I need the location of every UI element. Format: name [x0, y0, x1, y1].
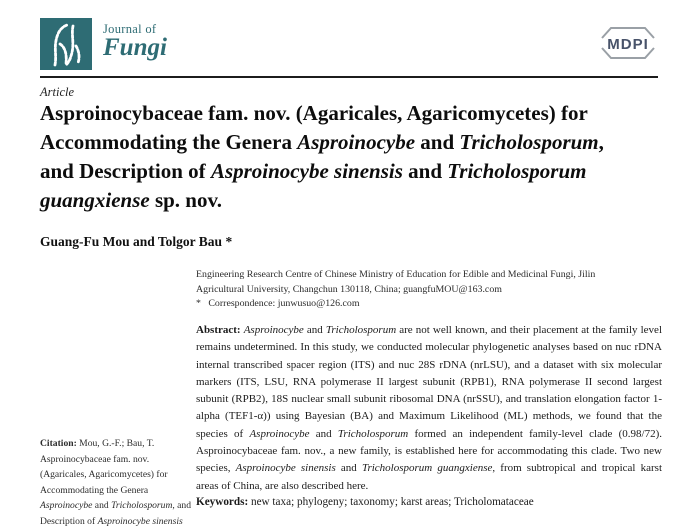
text-segment: Asproinocybe sinensis: [210, 159, 403, 183]
text-line: [196, 283, 666, 298]
text-segment: and: [402, 159, 448, 183]
header-divider: [40, 76, 658, 78]
article-type-label: Article: [40, 85, 75, 99]
text-segment: Asproinocybe: [40, 500, 93, 512]
text-line: [40, 483, 200, 499]
affiliation-block: [196, 268, 666, 312]
mdpi-label: MDPI: [607, 36, 649, 53]
text-segment: guangxiense: [40, 188, 150, 212]
text-segment: Asproinocybaceae fam. nov.: [40, 453, 150, 465]
mdpi-logo: [597, 25, 659, 66]
article-title: [40, 99, 604, 215]
text-segment: Asproinocybe: [297, 130, 416, 154]
text-segment: Tricholosporum: [325, 324, 397, 336]
text-segment: Abstract:: [196, 324, 244, 336]
text-line: [196, 268, 666, 283]
text-segment: Keywords:: [196, 496, 251, 508]
fungi-branches-icon: [40, 18, 92, 70]
keywords-line: [196, 496, 662, 508]
text-segment: are not well known, and their placement at the family level remains undetermined. In this study, we conducted molecular phylogenetic analyses based on nuc rDNA internal transcribed spacer region (ITS) and nuc 28S rDNA (nrLSU), and a dataset with six molecular markers (ITS, LSU, RNA polymerase II largest subunit (RPB1), RNA polymerase II second largest subunit (RPB2), 18S nuclear small subunit ribosomal DNA (nrSSU), and translation elongation factor 1-alpha (TEF1-α)) using Bayesian (BA) and Maximum Likelihood (ML) methods, we found that the species of: [196, 324, 662, 440]
text-segment: and: [309, 427, 338, 440]
text-segment: Asproinocybaceae fam. nov. (Agaricales, Agaricomycetes) for: [40, 101, 588, 125]
text-line: [40, 436, 200, 452]
text-segment: Tricholosporum guangxiense: [361, 462, 493, 475]
text-segment: Accommodating the Genera: [40, 130, 298, 154]
text-segment: Accommodating the Genera: [40, 484, 149, 496]
text-segment: Asproinocybe sinensis: [97, 515, 183, 527]
text-segment: sp. nov.: [149, 188, 223, 212]
text-segment: and: [335, 462, 362, 475]
text-segment: Agricultural University, Changchun 130118, China; guangfuMOU@163.com: [196, 283, 502, 295]
text-segment: Asproinocybe: [249, 427, 310, 440]
authors-line: Guang-Fu Mou and Tolgor Bau *: [40, 234, 233, 249]
text-segment: (Agaricales, Agaricomycetes) for: [40, 469, 168, 481]
journal-name: Fungi: [103, 34, 167, 61]
text-segment: , from subtropical and tropical karst areas of China, are also described here.: [196, 462, 663, 492]
text-segment: Asproinocybe sinensis: [235, 462, 336, 475]
text-line: [40, 99, 604, 128]
text-segment: and: [92, 500, 112, 512]
text-segment: new taxa; phylogeny; taxonomy; karst areas; Tricholomataceae: [251, 496, 534, 508]
text-segment: * Correspondence: junwusuo@126.com: [196, 298, 360, 310]
text-line: [40, 186, 604, 215]
text-segment: Asproinocybe: [243, 324, 304, 336]
abstract-paragraph: [196, 322, 662, 495]
journal-wordmark: [103, 22, 167, 62]
text-segment: Description of: [40, 515, 98, 527]
text-segment: Citation:: [40, 438, 80, 449]
text-segment: formed an independent family-level clade (0.98/72). Asproinocybaceae fam. nov., a new family, is established here for accommodating this clade. Two new species,: [196, 427, 662, 475]
text-line: [40, 157, 604, 186]
text-line: [40, 514, 200, 530]
text-line: [40, 128, 604, 157]
text-segment: Tricholosporum: [447, 159, 587, 183]
text-line: [40, 467, 200, 483]
text-segment: Tricholosporum: [337, 427, 409, 440]
text-line: [40, 452, 200, 468]
text-segment: Tricholosporum: [459, 130, 599, 154]
text-segment: and: [415, 130, 460, 154]
journal-label: Journal of: [103, 22, 157, 36]
text-segment: ,: [598, 130, 604, 154]
citation-block: [40, 436, 200, 530]
text-segment: Engineering Research Centre of Chinese Ministry of Education for Edible and Medicinal Fungi, Jilin: [196, 269, 596, 280]
text-line: [40, 498, 200, 514]
journal-of-fungi-logo: [40, 18, 92, 70]
mdpi-hexagon-icon: [597, 25, 659, 61]
text-line: [196, 297, 666, 312]
text-segment: Mou, G.-F.; Bau, T.: [79, 438, 155, 449]
text-segment: , and: [172, 500, 192, 512]
text-segment: and Description of: [40, 159, 211, 183]
text-segment: Tricholosporum: [111, 500, 173, 512]
text-segment: and: [303, 324, 326, 336]
